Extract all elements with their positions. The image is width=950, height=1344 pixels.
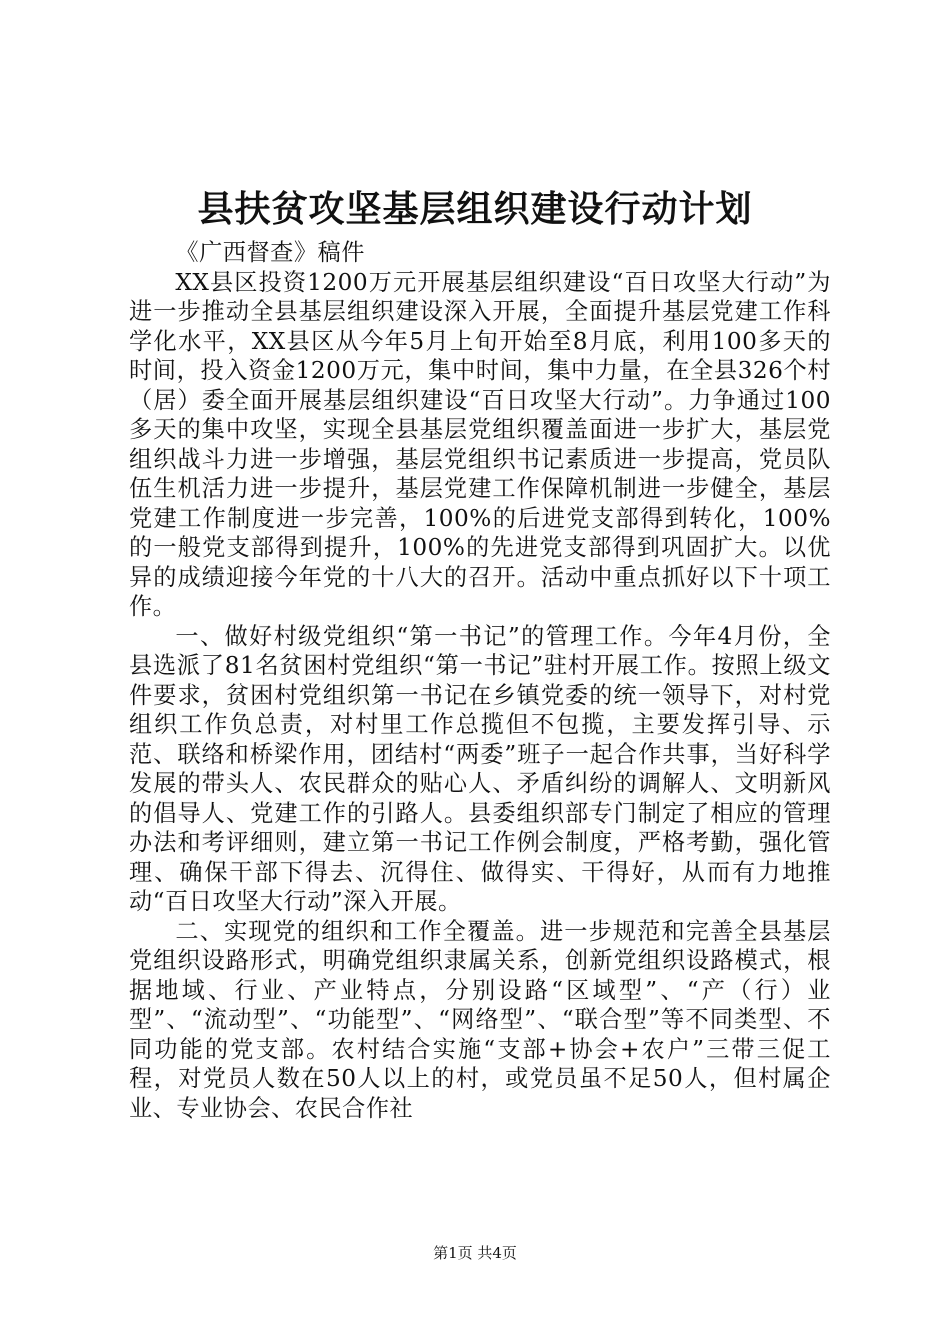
paragraph-intro: XX县区投资1200万元开展基层组织建设“百日攻坚大行动”为进一步推动全县基层组织建设深入开展，全面提升基层党建工作科学化水平，XX县区从今年5月上旬开始至8月底，利用100多天的时间，投入资金1200万元，集中时间，集中力量，在全县326个村（居）委全面开展基层组织建设“百日攻坚大行动”。力争通过100多天的集中攻坚，实现全县基层党组织覆盖面进一步扩大，基层党组织战斗力进一步增强，基层党组织书记素质进一步提高，党员队伍生机活力进一步提升，基层党建工作保障机制进一步健全，基层党建工作制度进一步完善，100%的后进党支部得到转化，100%的一般党支部得到提升，100%的先进党支部得到巩固扩大。以优异的成绩迎接今年党的十八大的召开。活动中重点抓好以下十项工作。 xyxy=(129,268,831,620)
page-number-footer: 第1页 共4页 xyxy=(433,1244,517,1262)
paragraph-item-2: 二、实现党的组织和工作全覆盖。进一步规范和完善全县基层党组织设路形式，明确党组织隶属关系，创新党组织设路模式，根据地域、行业、产业特点，分别设路“区域型”、“产（行）业型”、“流动型”、“功能型”、“网络型”、“联合型”等不同类型、不同功能的党支部。农村结合实施“支部+协会+农户”三带三促工程，对党员人数在50人以上的村，或党员虽不足50人，但村属企业、专业协会、农民合作社 xyxy=(129,917,831,1122)
paragraph-source: 《广西督查》稿件 xyxy=(175,239,365,266)
document-body xyxy=(129,238,831,1123)
document-title: 县扶贫攻坚基层组织建设行动计划 xyxy=(197,189,753,230)
paragraph-item-1: 一、做好村级党组织“第一书记”的管理工作。今年4月份，全县选派了81名贫困村党组织“第一书记”驻村开展工作。按照上级文件要求，贫困村党组织第一书记在乡镇党委的统一领导下，对村党组织工作负总责，对村里工作总揽但不包揽，主要发挥引导、示范、联络和桥梁作用，团结村“两委”班子一起合作共事，当好科学发展的带头人、农民群众的贴心人、矛盾纠纷的调解人、文明新风的倡导人、党建工作的引路人。县委组织部专门制定了相应的管理办法和考评细则，建立第一书记工作例会制度，严格考勤，强化管理、确保干部下得去、沉得住、做得实、干得好，从而有力地推动“百日攻坚大行动”深入开展。 xyxy=(129,622,831,915)
